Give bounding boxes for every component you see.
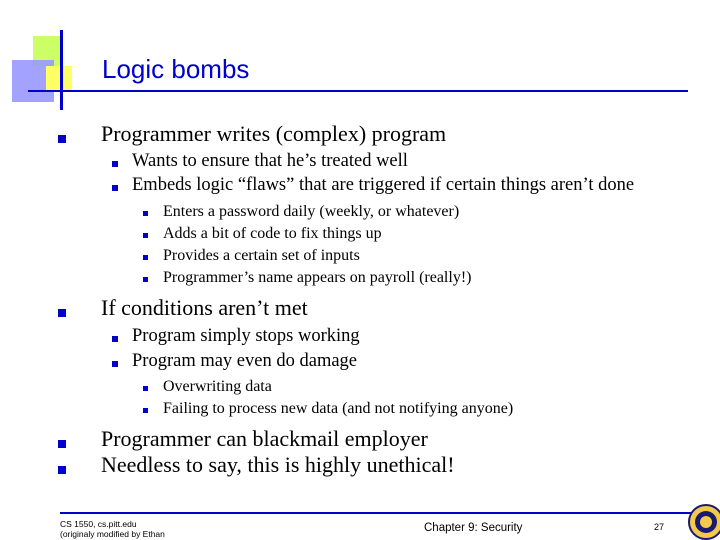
bullet-text-level-2: Program may even do damage — [132, 351, 358, 371]
square-bullet-icon — [143, 408, 148, 413]
page-number: 27 — [654, 522, 665, 532]
square-bullet-icon — [143, 386, 148, 391]
decorative-vertical-line — [60, 30, 63, 110]
decorative-square-yellow — [46, 66, 72, 92]
bullet-text-level-3: Enters a password daily (weekly, or whatever) — [163, 203, 460, 220]
title-underline — [28, 90, 688, 92]
university-seal-icon — [688, 504, 720, 540]
square-bullet-icon — [112, 185, 118, 191]
slide-title: Logic bombs — [102, 54, 250, 84]
square-bullet-icon — [58, 466, 66, 474]
square-bullet-icon — [143, 255, 148, 260]
footer-course — [60, 519, 165, 539]
bullet-text-level-2: Embeds logic “flaws” that are triggered if certain things aren’t done — [132, 175, 635, 195]
square-bullet-icon — [143, 233, 148, 238]
bullet-text-level-1: If conditions aren’t met — [101, 295, 308, 320]
bullet-text-level-3: Adds a bit of code to fix things up — [163, 225, 382, 242]
bullet-text-level-3: Provides a certain set of inputs — [163, 247, 360, 264]
footer-chapter: Chapter 9: Security — [424, 522, 523, 534]
footer-course-line1: CS 1550, cs.pitt.edu — [60, 519, 137, 529]
bullet-text-level-2: Program simply stops working — [132, 326, 360, 346]
square-bullet-icon — [58, 135, 66, 143]
footer-course-line2: (originaly modified by Ethan — [60, 529, 165, 539]
footer-rule — [60, 512, 700, 514]
square-bullet-icon — [58, 309, 66, 317]
square-bullet-icon — [58, 440, 66, 448]
bullet-text-level-2: Wants to ensure that he’s treated well — [132, 151, 408, 171]
bullet-text-level-3: Overwriting data — [163, 378, 272, 395]
bullet-text-level-1: Needless to say, this is highly unethical! — [101, 452, 455, 477]
square-bullet-icon — [112, 161, 118, 167]
square-bullet-icon — [143, 277, 148, 282]
bullet-text-level-1: Programmer writes (complex) program — [101, 121, 447, 146]
square-bullet-icon — [143, 211, 148, 216]
bullet-text-level-3: Programmer’s name appears on payroll (really!) — [163, 269, 472, 286]
square-bullet-icon — [112, 336, 118, 342]
square-bullet-icon — [112, 361, 118, 367]
bullet-text-level-1: Programmer can blackmail employer — [101, 426, 428, 451]
bullet-text-level-3: Failing to process new data (and not notifying anyone) — [163, 400, 514, 417]
